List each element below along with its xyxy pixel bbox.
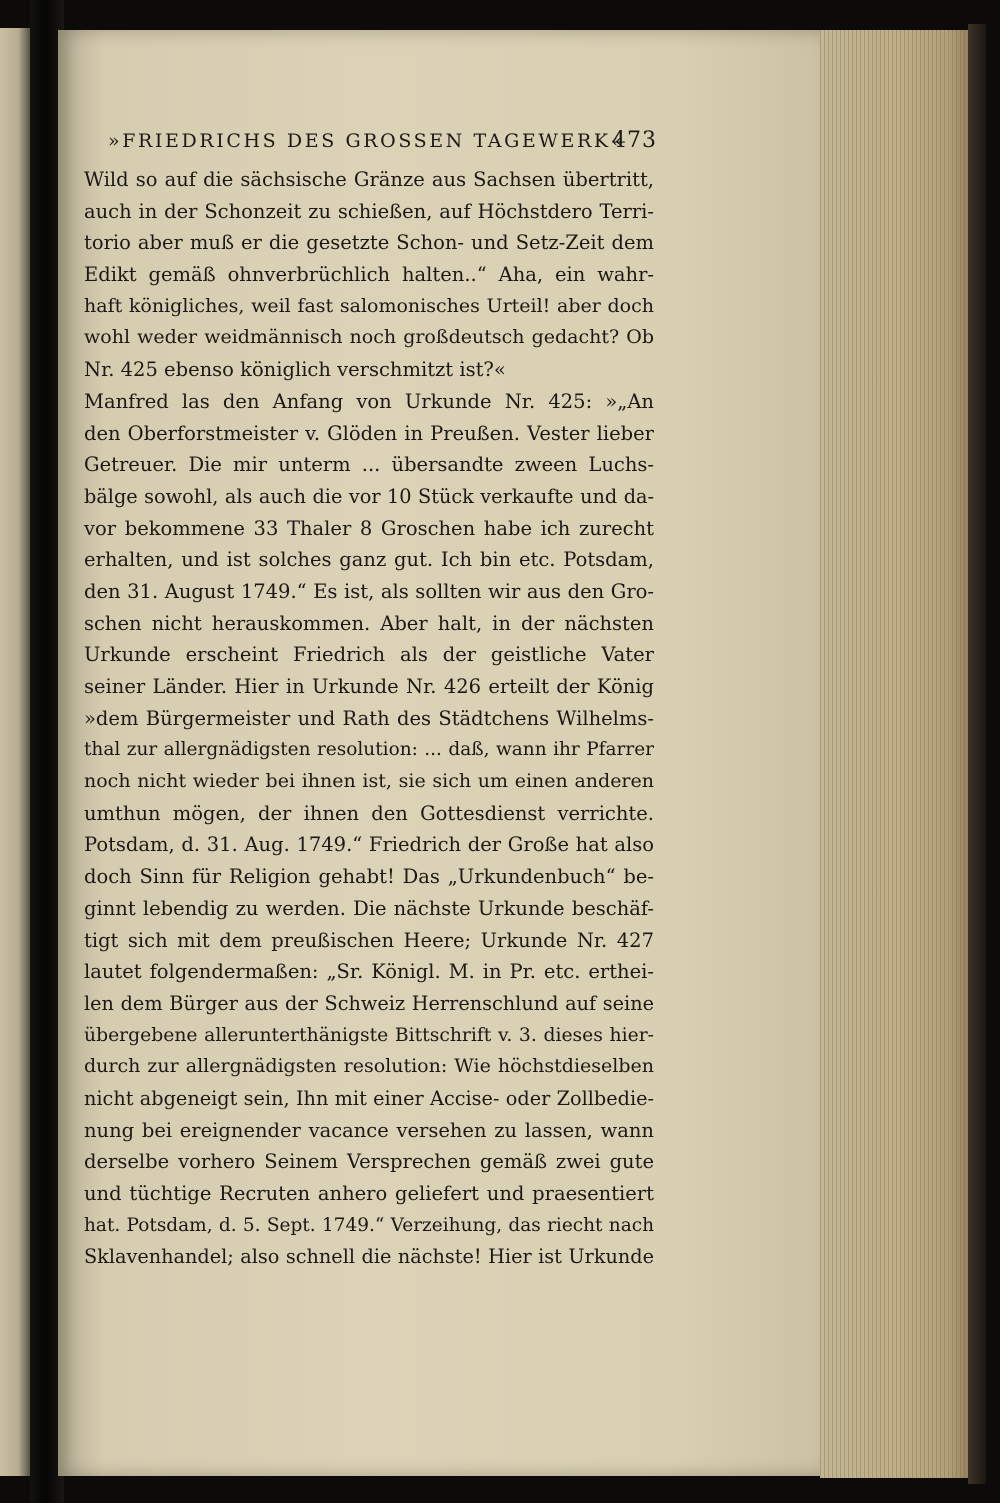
text-line: Urkunde erscheint Friedrich als der geistliche Vater <box>84 643 654 667</box>
text-line: und tüchtige Recruten anhero geliefert und praesentiert <box>84 1182 654 1205</box>
body-text <box>84 164 654 1273</box>
text-line: Edikt gemäß ohnverbrüchlich halten..“ Aha, ein wahr- <box>84 263 654 287</box>
text-line: haft königliches, weil fast salomonisches Urteil! aber doch <box>84 294 654 317</box>
page-stack-edge <box>820 30 972 1478</box>
text-line: Getreuer. Die mir unterm ... übersandte zween Luchs- <box>84 453 654 477</box>
text-line: thal zur allergnädigsten resolution: ... daß, wann ihr Pfarrer <box>84 739 654 761</box>
text-line: lautet folgendermaßen: „Sr. Königl. M. in Pr. etc. erthei- <box>84 960 654 984</box>
text-line: Nr. 425 ebenso königlich verschmitzt ist?« <box>84 358 506 382</box>
text-line: nung bei ereignender vacance versehen zu lassen, wann <box>84 1118 654 1142</box>
text-line: Wild so auf die sächsische Gränze aus Sachsen übertritt, <box>84 168 654 191</box>
page-number: 473 <box>612 128 657 153</box>
text-line: vor bekommene 33 Thaler 8 Groschen habe ich zurecht <box>84 516 654 540</box>
book-cover-edge <box>968 24 986 1484</box>
text-line: den 31. August 1749.“ Es ist, als sollten wir aus den Gro- <box>84 579 654 603</box>
text-line: noch nicht wieder bei ihnen ist, sie sich um einen anderen <box>84 770 654 793</box>
left-page-edge <box>0 28 30 1476</box>
text-line: tigt sich mit dem preußischen Heere; Urkunde Nr. 427 <box>84 928 654 952</box>
text-line: erhalten, und ist solches ganz gut. Ich bin etc. Potsdam, <box>84 548 654 572</box>
text-line: torio aber muß er die gesetzte Schon- und Setz-Zeit dem <box>84 231 654 255</box>
text-line: »dem Bürgermeister und Rath des Städtchens Wilhelms- <box>84 706 654 730</box>
text-line: derselbe vorhero Seinem Versprechen gemäß zwei gute <box>84 1150 654 1174</box>
text-line: wohl weder weidmännisch noch großdeutsch gedacht? Ob <box>84 326 654 349</box>
text-line: hat. Potsdam, d. 5. Sept. 1749.“ Verzeihung, das riecht nach <box>84 1214 654 1236</box>
text-line: len dem Bürger aus der Schweiz Herrenschlund auf seine <box>84 991 654 1015</box>
text-line: Manfred las den Anfang von Urkunde Nr. 425: »„An <box>84 389 654 413</box>
text-line: ginnt lebendig zu werden. Die nächste Urkunde beschäf- <box>84 896 654 920</box>
running-title: »FRIEDRICHS DES GROSSEN TAGEWERK« <box>108 130 625 152</box>
text-line: übergebene allerunterthänigste Bittschrift v. 3. dieses hier- <box>84 1024 654 1046</box>
text-line: den Oberforstmeister v. Glöden in Preußen. Vester lieber <box>84 421 654 445</box>
text-line: bälge sowohl, als auch die vor 10 Stück verkaufte und da- <box>84 484 654 508</box>
text-line: nicht abgeneigt sein, Ihn mit einer Accise- oder Zollbedie- <box>84 1086 654 1110</box>
text-line: seiner Länder. Hier in Urkunde Nr. 426 erteilt der König <box>84 675 654 698</box>
text-line: durch zur allergnädigsten resolution: Wie höchstdieselben <box>84 1055 654 1078</box>
text-line: doch Sinn für Religion gehabt! Das „Urkundenbuch“ be- <box>84 865 654 889</box>
text-line: Sklavenhandel; also schnell die nächste! Hier ist Urkunde <box>84 1245 654 1269</box>
text-line: Potsdam, d. 31. Aug. 1749.“ Friedrich der Große hat also <box>84 833 654 857</box>
text-line: schen nicht herauskommen. Aber halt, in der nächsten <box>84 611 654 635</box>
text-line: umthun mögen, der ihnen den Gottesdienst verrichte. <box>84 801 654 825</box>
running-head <box>0 130 1000 160</box>
text-line: auch in der Schonzeit zu schießen, auf Höchstdero Terri- <box>84 199 654 223</box>
